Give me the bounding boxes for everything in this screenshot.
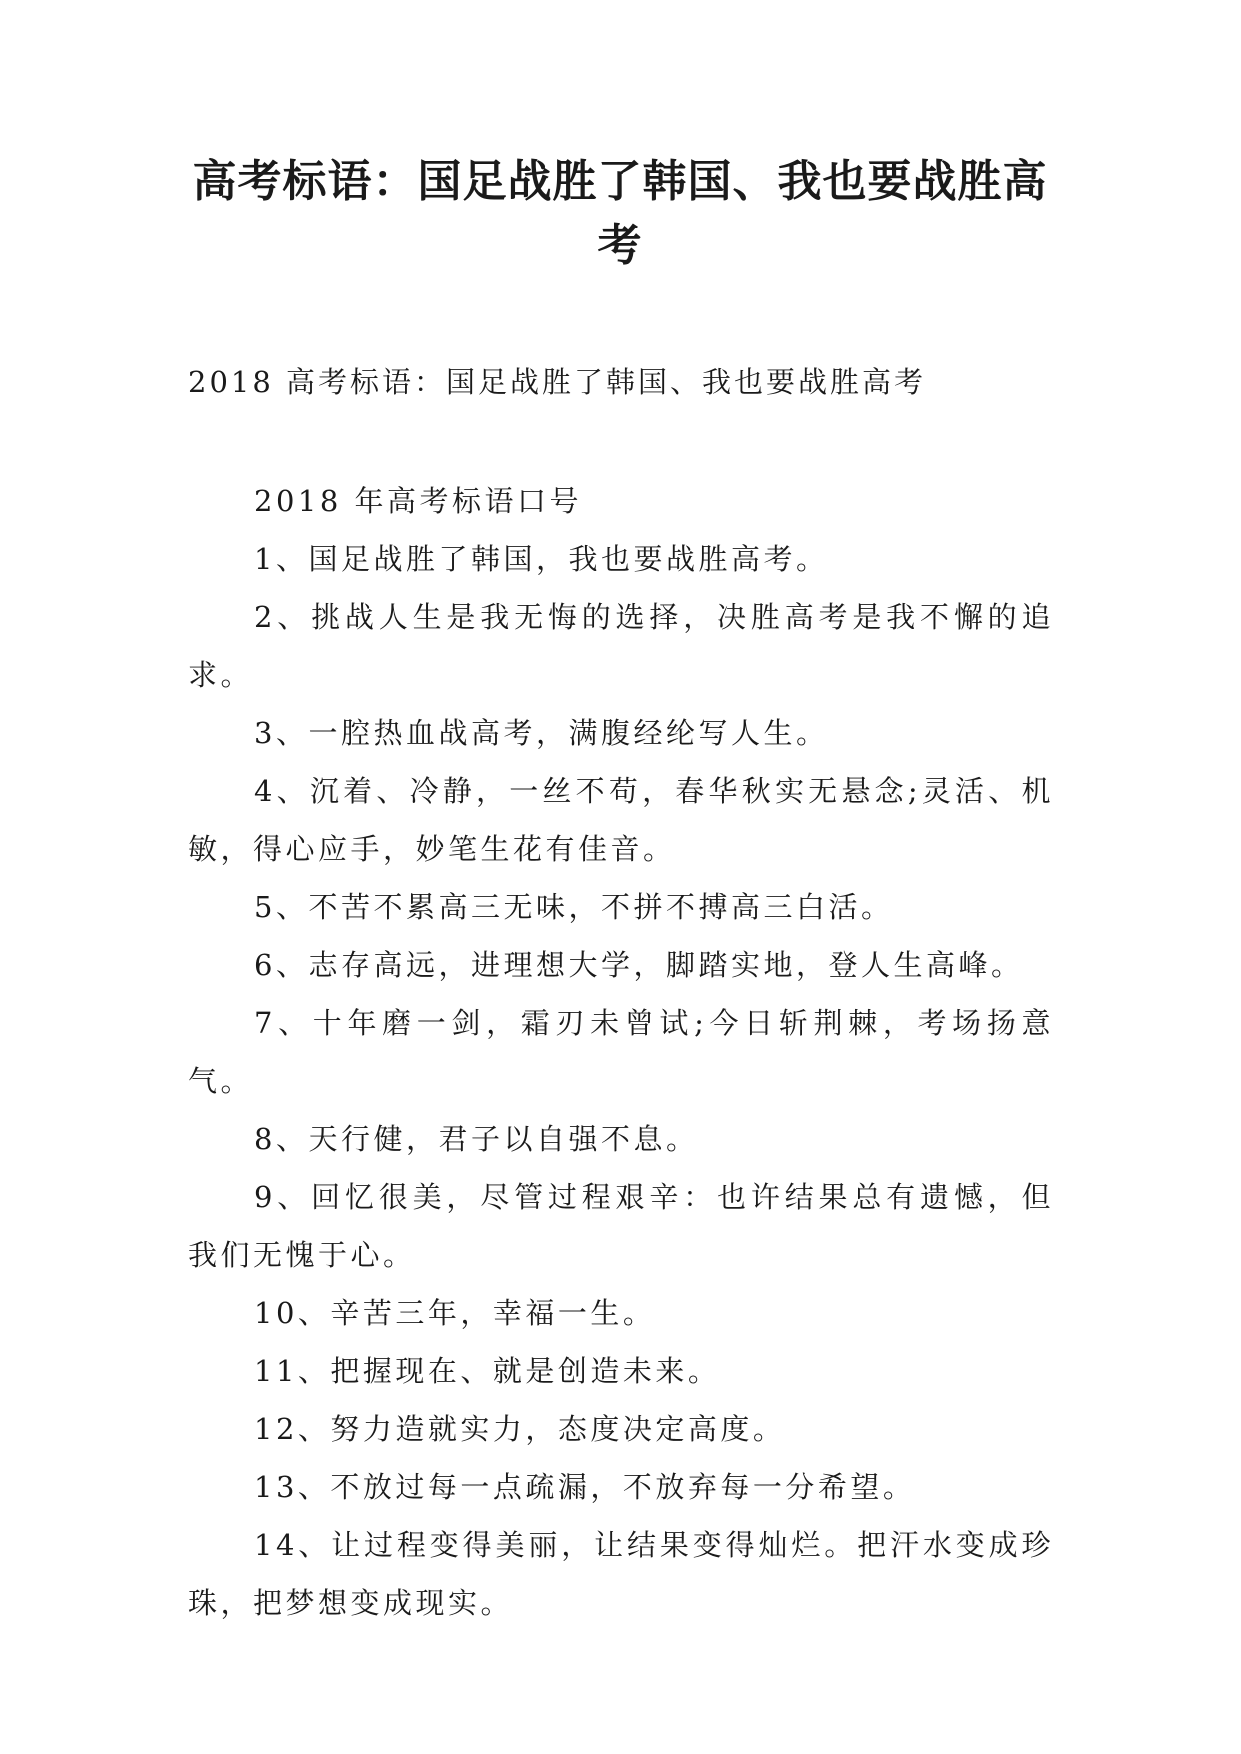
slogan-item: 3、一腔热血战高考，满腹经纶写人生。 — [254, 716, 829, 750]
document-subtitle: 2018 高考标语：国足战胜了韩国、我也要战胜高考 — [188, 365, 927, 399]
slogan-item: 2、挑战人生是我无悔的选择，决胜高考是我不懈的追求。 — [188, 600, 1054, 692]
document-body — [188, 472, 1054, 1632]
section-heading: 2018 年高考标语口号 — [254, 484, 583, 518]
slogan-item: 4、沉着、冷静，一丝不苟，春华秋实无悬念;灵活、机敏，得心应手，妙笔生花有佳音。 — [188, 774, 1054, 866]
slogan-item: 12、努力造就实力，态度决定高度。 — [254, 1412, 786, 1446]
slogan-item: 5、不苦不累高三无味，不拼不搏高三白活。 — [254, 890, 894, 924]
slogan-item: 13、不放过每一点疏漏，不放弃每一分希望。 — [254, 1470, 916, 1504]
slogan-item: 9、回忆很美，尽管过程艰辛：也许结果总有遗憾，但我们无愧于心。 — [188, 1180, 1054, 1272]
slogan-item: 10、辛苦三年，幸福一生。 — [254, 1296, 656, 1330]
slogan-item: 8、天行健，君子以自强不息。 — [254, 1122, 699, 1156]
slogan-item: 6、志存高远，进理想大学，脚踏实地，登人生高峰。 — [254, 948, 1024, 982]
slogan-item: 7、十年磨一剑，霜刃未曾试;今日斩荆棘，考场扬意气。 — [188, 1006, 1054, 1098]
slogan-item: 1、国足战胜了韩国，我也要战胜高考。 — [254, 542, 829, 576]
document-title: 高考标语：国足战胜了韩国、我也要战胜高考 — [192, 156, 1048, 271]
slogan-item: 11、把握现在、就是创造未来。 — [254, 1354, 721, 1388]
slogan-item: 14、让过程变得美丽，让结果变得灿烂。把汗水变成珍珠，把梦想变成现实。 — [188, 1528, 1054, 1620]
